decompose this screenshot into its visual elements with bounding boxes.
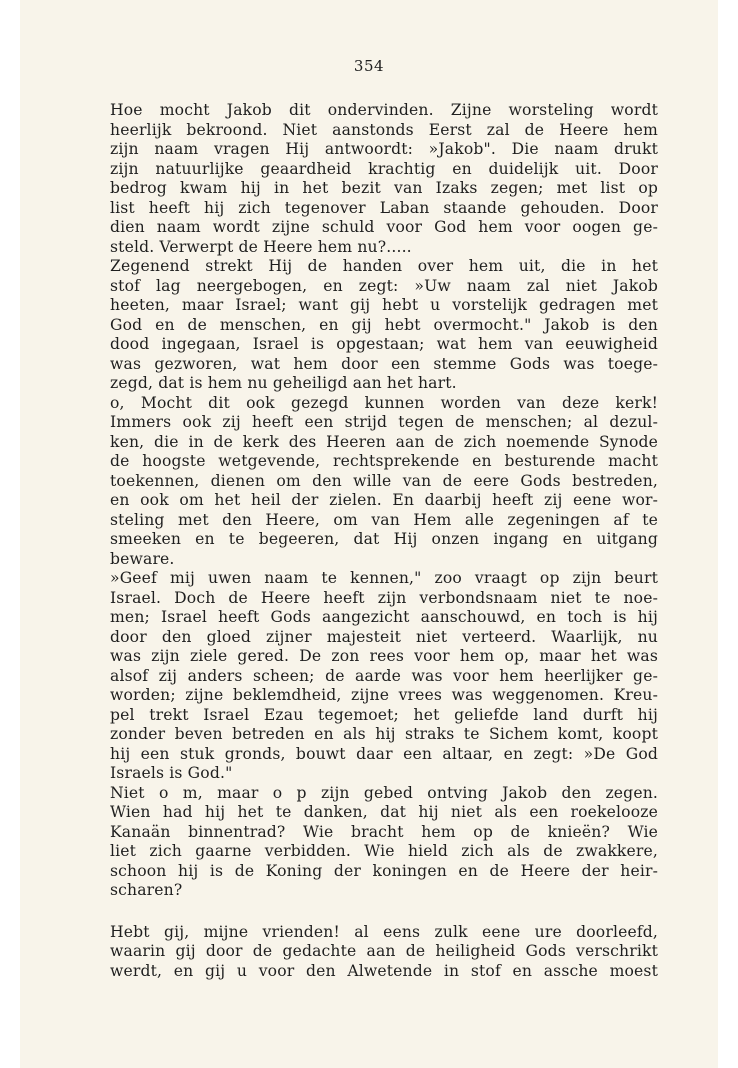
text-line: zijn natuurlijke geaardheid krachtig en duidelijk uit. Door [110,159,658,178]
text-line: hij een stuk gronds, bouwt daar een altaar, en zegt: »De God [110,744,658,763]
text-line: Immers ook zij heeft een strijd tegen de menschen; al dezul- [110,413,658,431]
text-line: Kanaän binnentrad? Wie bracht hem op de knieën? Wie [110,822,658,841]
text-line: God en de menschen, en gij hebt overmocht." Jakob is den [110,315,658,334]
paragraph [110,257,658,394]
text-line: worden; zijne beklemdheid, zijne vrees was weggenomen. Kreu- [110,686,658,704]
text-line: steld. Verwerpt de Heere hem nu?..... [110,237,412,256]
text-line: alsof zij anders scheen; de aarde was voor hem heerlijker ge- [110,666,658,685]
text-line: steling met den Heere, om van Hem alle zegeningen af te [110,510,658,529]
text-line: Israels is God." [110,764,233,782]
text-line: dien naam wordt zijne schuld voor God hem voor oogen ge- [110,218,658,236]
text-line: door den gloed zijner majesteit niet verteerd. Waarlijk, nu [110,627,658,646]
text-line: de hoogste wetgevende, rechtsprekende en besturende macht [110,452,658,470]
text-line: toekennen, dienen om den wille van de eere Gods bestreden, [110,471,658,490]
text-line: ken, die in de kerk des Heeren aan de zich noemende Synode [110,432,658,451]
paragraph [110,101,658,257]
text-line: waarin gij door de gedachte aan de heiligheid Gods verschrikt [110,942,658,960]
text-line: Niet o m, maar o p zijn gebed ontving Jakob den zegen. [110,783,658,802]
text-line: bedrog kwam hij in het bezit van Izaks zegen; met list op [110,179,658,197]
text-line: liet zich gaarne verbidden. Wie hield zich als de zwakkere, [110,842,658,860]
text-line: beware. [110,549,175,568]
text-line: zonder beven betreden en als hij straks te Sichem komt, koopt [110,725,658,743]
text-line: list heeft hij zich tegenover Laban staande gehouden. Door [110,198,658,217]
text-line: dood ingegaan, Israel is opgestaan; wat hem van eeuwigheid [110,335,658,353]
text-line: Israel. Doch de Heere heeft zijn verbondsnaam niet te noe- [110,588,658,607]
text-line: Zegenend strekt Hij de handen over hem uit, die in het [110,257,658,275]
text-line: zegd, dat is hem nu geheiligd aan het hart. [110,374,457,392]
paragraph [110,394,658,570]
text-line: stof lag neergebogen, en zegt: »Uw naam zal niet Jakob [110,276,658,295]
text-line: was gezworen, wat hem door een stemme Gods was toege- [110,354,658,373]
text-line: was zijn ziele gered. De zon rees voor hem op, maar het was [110,647,658,665]
page-number: 354 [353,57,385,75]
text-line: heerlijk bekroond. Niet aanstonds Eerst zal de Heere hem [110,120,658,139]
text-line: schoon hij is de Koning der koningen en de Heere der heir- [110,861,658,880]
text-line: pel trekt Israel Ezau tegemoet; het geliefde land durft hij [110,705,658,724]
paragraph [110,569,658,784]
text-line: o, Mocht dit ook gezegd kunnen worden van deze kerk! [110,393,658,412]
text-line: zijn naam vragen Hij antwoordt: »Jakob". Die naam drukt [110,140,658,158]
paragraph-gap [110,901,658,923]
body-text [110,101,658,981]
text-line: men; Israel heeft Gods aangezicht aanschouwd, en toch is hij [110,608,658,626]
text-line: »Geef mij uwen naam te kennen," zoo vraagt op zijn beurt [110,569,658,587]
text-line: werdt, en gij u voor den Alwetende in stof en assche moest [110,961,658,980]
text-line: smeeken en te begeeren, dat Hij onzen ingang en uitgang [110,530,658,548]
text-line: scharen? [110,881,183,899]
text-line: Hebt gij, mijne vrienden! al eens zulk eene ure doorleefd, [110,922,658,941]
paragraph [110,784,658,901]
text-line: Wien had hij het te danken, dat hij niet als een roekelooze [110,803,658,821]
text-line: en ook om het heil der zielen. En daarbij heeft zij eene wor- [110,491,658,509]
text-line: heeten, maar Israel; want gij hebt u vorstelijk gedragen met [110,296,658,314]
paragraph [110,923,658,982]
text-line: Hoe mocht Jakob dit ondervinden. Zijne worsteling wordt [110,101,658,119]
